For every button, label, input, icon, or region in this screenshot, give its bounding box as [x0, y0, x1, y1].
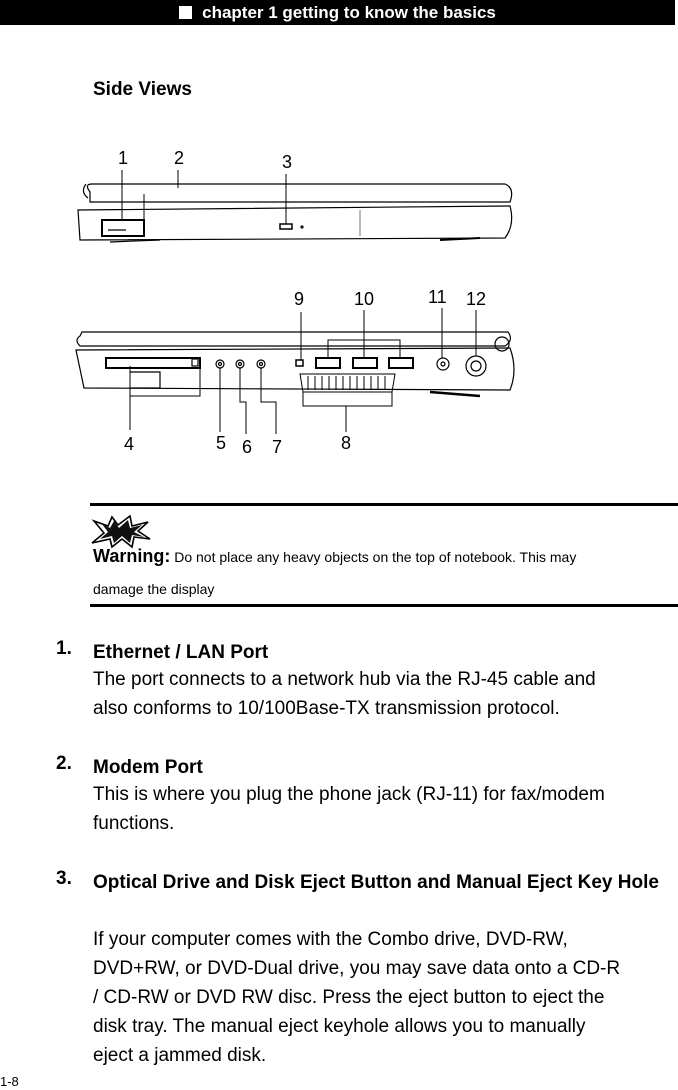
item-number: 1.: [56, 638, 72, 659]
item-number: 2.: [56, 753, 72, 774]
callout-2: 2: [174, 148, 185, 168]
item-desc-line: eject a jammed disk.: [93, 1045, 267, 1066]
top-view-leaders: [122, 170, 286, 224]
square-bullet-icon: [179, 6, 192, 19]
item-desc-line: If your computer comes with the Combo drive, DVD-RW,: [93, 929, 568, 950]
callout-8: 8: [341, 433, 352, 453]
item-title: Optical Drive and Disk Eject Button and Manual Eject Key Hole: [93, 872, 659, 893]
callout-4: 4: [124, 434, 135, 454]
item-number: 3.: [56, 868, 72, 889]
callout-12: 12: [466, 289, 487, 309]
side-views-diagram: [70, 140, 540, 460]
callout-3: 3: [282, 152, 293, 172]
item-title: Modem Port: [93, 757, 203, 778]
section-title: Side Views: [93, 79, 192, 100]
warning-label: Warning:: [93, 546, 171, 566]
item-desc-line: disk tray. The manual eject keyhole allows you to manually: [93, 1016, 586, 1037]
left-side-laptop-view: [78, 184, 512, 242]
item-desc-line: functions.: [93, 813, 175, 834]
chapter-title: chapter 1 getting to know the basics: [202, 2, 496, 22]
item-desc-line: / CD-RW or DVD RW disc. Press the eject button to eject the: [93, 987, 605, 1008]
callout-7: 7: [272, 437, 283, 457]
bottom-view-leaders: [130, 308, 476, 434]
warning-text-line2: damage the display: [93, 581, 215, 597]
warning-text-line1: [93, 546, 576, 567]
item-desc-line: The port connects to a network hub via the RJ-45 cable and: [93, 669, 596, 690]
callout-5: 5: [216, 433, 227, 453]
item-desc-line: This is where you plug the phone jack (RJ-11) for fax/modem: [93, 784, 605, 805]
item-desc-line: also conforms to 10/100Base-TX transmission protocol.: [93, 698, 560, 719]
warning-burst-icon: [90, 515, 152, 549]
right-side-laptop-view: [76, 332, 514, 396]
callout-6: 6: [242, 437, 253, 457]
warning-box: [90, 503, 678, 607]
chapter-header: [0, 0, 675, 25]
warning-message: Do not place any heavy objects on the top of notebook. This may: [174, 549, 577, 565]
callout-11: 11: [428, 287, 447, 307]
item-desc-line: DVD+RW, or DVD-Dual drive, you may save data onto a CD-R: [93, 958, 621, 979]
page-number: 1-8: [0, 1074, 19, 1089]
item-title: Ethernet / LAN Port: [93, 642, 269, 663]
callout-10: 10: [354, 289, 375, 309]
callout-9: 9: [294, 289, 305, 309]
callout-1: 1: [118, 148, 129, 168]
